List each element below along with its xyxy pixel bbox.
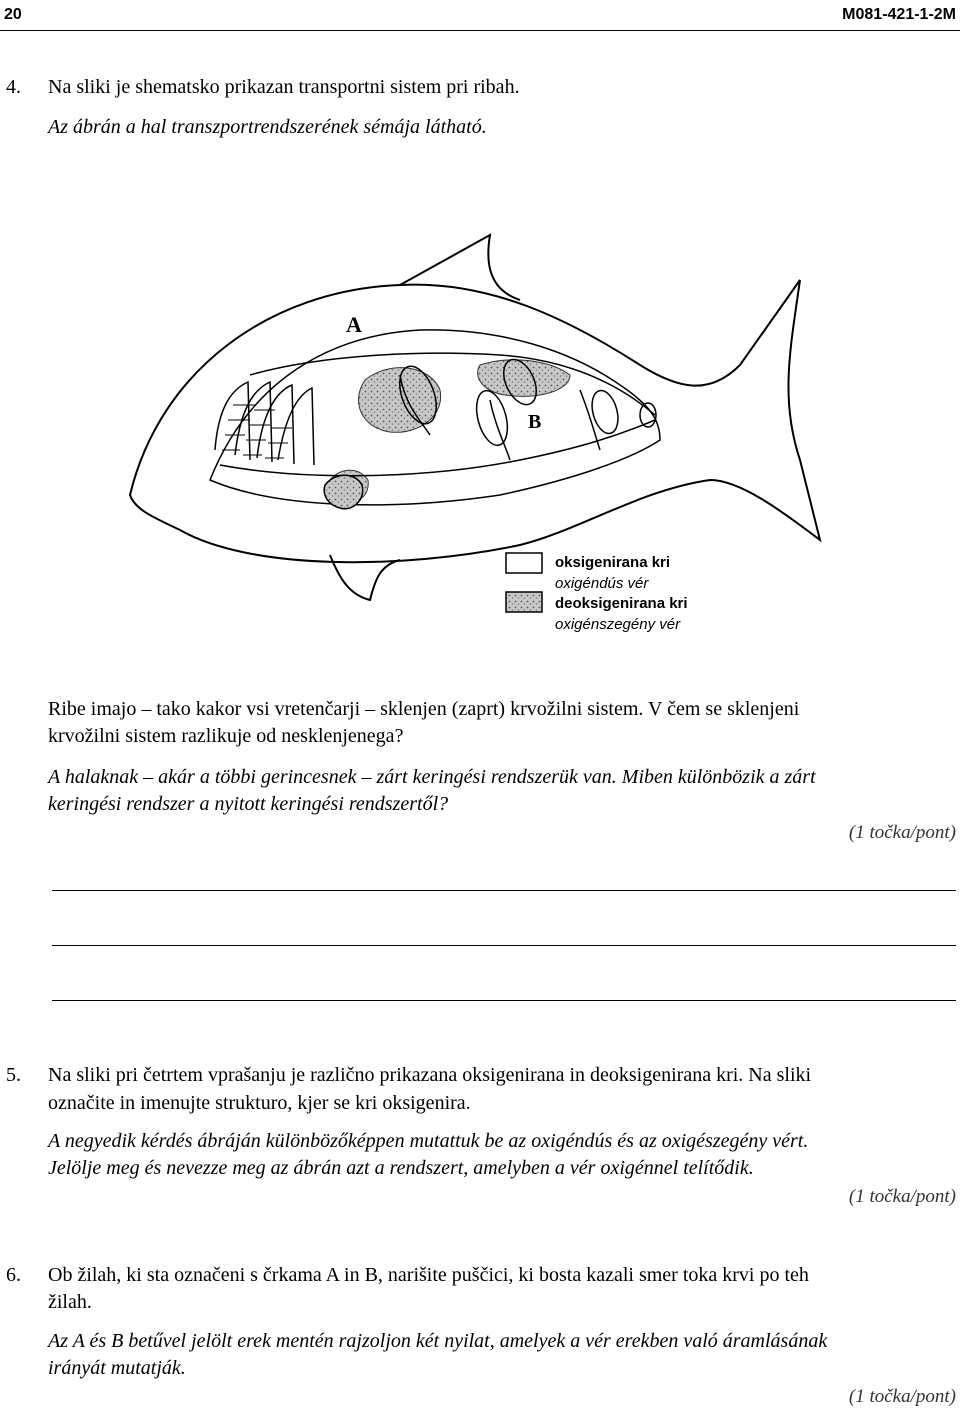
page-header <box>0 0 960 31</box>
label-b: B <box>528 411 542 433</box>
question-5-text-hu-1: A negyedik kérdés ábráján különbözőképpen mutattuk be az oxigéndús és az oxigészegény vért. <box>48 1130 809 1152</box>
legend-deoxygenated-sl: deoksigenirana kri <box>555 595 688 612</box>
fish-outline <box>130 235 820 600</box>
question-6-text-hu-1: Az A és B betűvel jelölt erek mentén rajzoljon két nyilat, amelyek a vér erekben való áramlásának <box>48 1330 828 1352</box>
page-number: 20 <box>4 6 22 23</box>
heart <box>324 475 362 509</box>
legend-deoxygenated-swatch <box>506 592 542 612</box>
question-4b-points: (1 točka/pont) <box>848 822 956 843</box>
legend-oxygenated-swatch <box>506 553 542 573</box>
question-5-text-sl-1: Na sliki pri četrtem vprašanju je različno prikazana oksigenirana in deoksigenirana kri. Na sliki <box>48 1064 812 1086</box>
question-5-number: 5. <box>6 1064 21 1086</box>
legend-deoxygenated-hu: oxigénszegény vér <box>555 616 681 633</box>
legend-oxygenated-sl: oksigenirana kri <box>555 554 671 571</box>
question-4b-text-sl-1: Ribe imajo – tako kakor vsi vretenčarji – sklenjen (zaprt) krvožilni sistem. V čem se sklenjeni <box>48 698 800 720</box>
question-6-text-hu-2: irányát mutatják. <box>48 1357 186 1379</box>
question-6-text-sl-1: Ob žilah, ki sta označeni s črkama A in B, narišite puščici, ki bosta kazali smer toka krvi po teh <box>48 1264 809 1286</box>
question-4b-text-hu-2: keringési rendszer a nyitott keringési rendszertől? <box>48 793 449 815</box>
answer-line[interactable] <box>52 890 956 891</box>
question-6-points: (1 točka/pont) <box>848 1386 956 1407</box>
legend-oxygenated-hu: oxigéndús vér <box>555 575 649 592</box>
question-6-text-sl-2: žilah. <box>48 1291 92 1313</box>
document-code: M081-421-1-2M <box>842 6 956 23</box>
label-a: A <box>346 312 362 337</box>
fish-circulatory-diagram <box>100 150 840 640</box>
question-4-text-sl: Na sliki je shematsko prikazan transportni sistem pri ribah. <box>48 76 520 98</box>
question-5-text-hu-2: Jelölje meg és nevezze meg az ábrán azt a rendszert, amelyben a vér oxigénnel telítődik. <box>48 1157 754 1179</box>
question-6-number: 6. <box>6 1264 21 1286</box>
question-4-number: 4. <box>6 76 21 98</box>
question-4b-text-sl-2: krvožilni sistem razlikuje od nesklenjenega? <box>48 725 404 747</box>
question-4-text-hu: Az ábrán a hal transzportrendszerének sémája látható. <box>48 116 487 138</box>
answer-line[interactable] <box>52 1000 956 1001</box>
answer-line[interactable] <box>52 945 956 946</box>
question-5-points: (1 točka/pont) <box>848 1186 956 1207</box>
blood-vessels <box>220 353 656 475</box>
question-5-text-sl-2: označite in imenujte strukturo, kjer se kri oksigenira. <box>48 1092 471 1114</box>
question-4b-text-hu-1: A halaknak – akár a többi gerincesnek – zárt keringési rendszerük van. Miben különbözik a zárt <box>48 766 816 788</box>
legend <box>506 553 688 633</box>
